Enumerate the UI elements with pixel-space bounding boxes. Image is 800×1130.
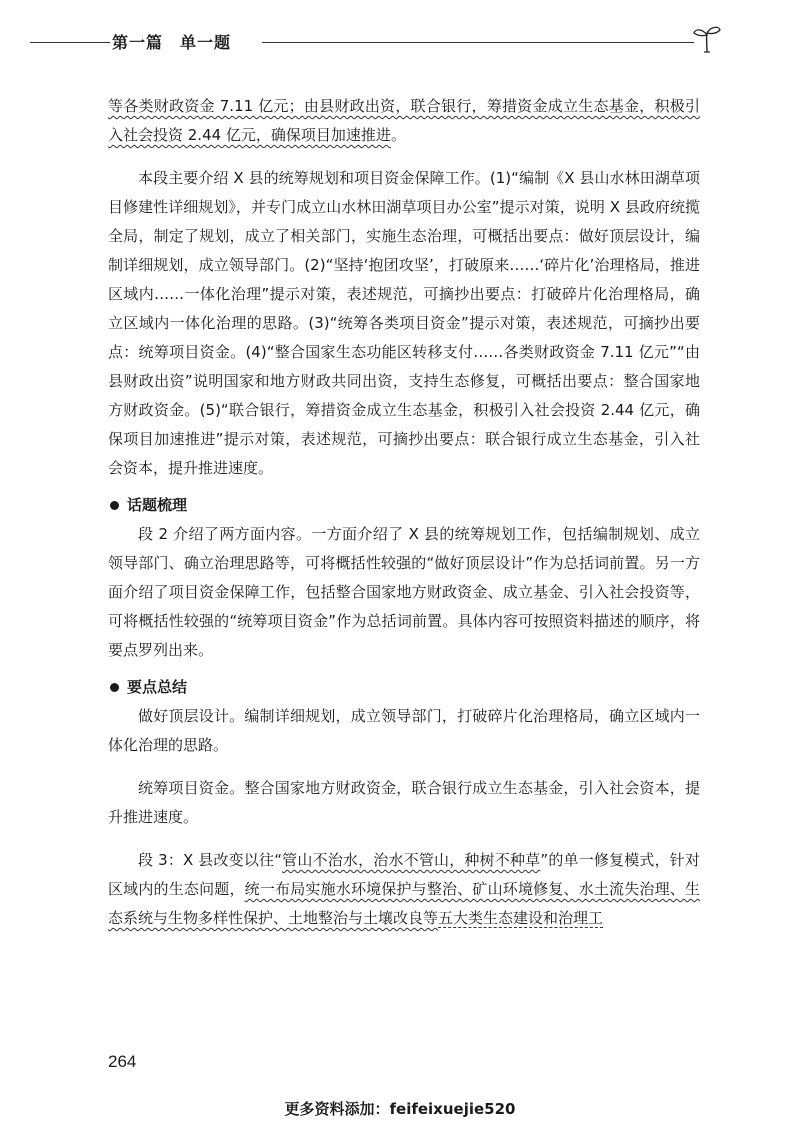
section-title: 第一篇 单一题	[112, 33, 232, 52]
underlined-quote: 等各类财政资金 7.11 亿元；	[108, 97, 304, 115]
paragraph-continuation	[108, 92, 700, 150]
page-number: 264	[108, 1052, 137, 1071]
sprout-icon	[692, 24, 722, 54]
section-bullet-summary	[108, 673, 700, 702]
bullet-label: 话题梳理	[127, 496, 188, 514]
summary-point-1: 做好顶层设计。编制详细规划，成立领导部门，打破碎片化治理格局，确立区域内一体化治理的思路。	[108, 707, 700, 754]
bullet-icon	[110, 501, 119, 510]
underlined-quote: 管山不治水，治水不管山，种树不种草	[282, 851, 541, 869]
topic-paragraph: 段 2 介绍了两方面内容。一方面介绍了 X 县的统筹规划工作，包括编制规划、成立领导部门、确立治理思路等，可将概括性较强的“做好顶层设计”作为总括词前置。另一方面介绍了项目资金保障工作，包括整合国家地方财政资金、成立基金、引入社会投资等，可将概括性较强的“统筹项目资金”作为总括词前置。具体内容可按照资料描述的顺序，将要点罗列出来。	[108, 525, 700, 659]
footer-note: 更多资料添加：feifeixuejie520	[284, 1100, 516, 1118]
text-run: ”的单一修复模式，针对区域内的生态问题，	[108, 851, 700, 898]
analysis-paragraph: 本段主要介绍 X 县的统筹规划和项目资金保障工作。(1)“编制《X 县山水林田湖草项目修建性详细规划》，并专门成立山水林田湖草项目办公室”提示对策，说明 X 县政府统揽全局，制定了规划，成立了相关部门，实施生态治理，可概括出要点：做好顶层设计，编制详细规划，成立领导部门。(2)“坚持‘抱团攻坚’，打破原来……‘碎片化’治理格局，推进区域内……一体化治理”提示对策，表述规范，可摘抄出要点：打破碎片化治理格局，确立区域内一体化治理的思路。(3)“统筹各类项目资金”提示对策，表述规范，可摘抄出要点：统筹项目资金。(4)“整合国家生态功能区转移支付……各类财政资金 7.11 亿元”“由县财政出资”说明国家和地方财政共同出资，支持生态修复，可概括出要点：整合国家地方财政资金。(5)“联合银行，筹措资金成立生态基金，积极引入社会投资 2.44 亿元，确保项目加速推进”提示对策，表述规范，可摘抄出要点：联合银行成立生态基金，引入社会资本，提升推进速度。	[108, 169, 700, 477]
running-header	[30, 30, 720, 54]
dashed-underlined-text: 五大类生态建设和治理工	[438, 909, 604, 927]
text-run: 段 3：X 县改变以往“	[138, 851, 282, 869]
underlined-quote: 由县财政出资，联合银行，筹措资金成立生态基金，积极引入社会投资 2.44 亿元，确保项目加速推进	[108, 97, 701, 144]
underlined-quote: 统一布局实施水环境保护与整治、矿山环境修复、水土流失治理、生态系统与生物多样性保护、土地整治与土壤改良等	[108, 880, 700, 927]
page-body	[108, 92, 700, 933]
bullet-icon	[110, 683, 119, 692]
bullet-label: 要点总结	[127, 678, 188, 696]
material-paragraph	[108, 846, 700, 933]
header-rule-right	[262, 42, 694, 43]
section-bullet-topic	[108, 491, 700, 520]
punctuation: 。	[390, 126, 406, 144]
summary-point-2: 统筹项目资金。整合国家地方财政资金，联合银行成立生态基金，引入社会资本，提升推进速度。	[108, 779, 700, 826]
header-rule-left	[30, 42, 110, 43]
